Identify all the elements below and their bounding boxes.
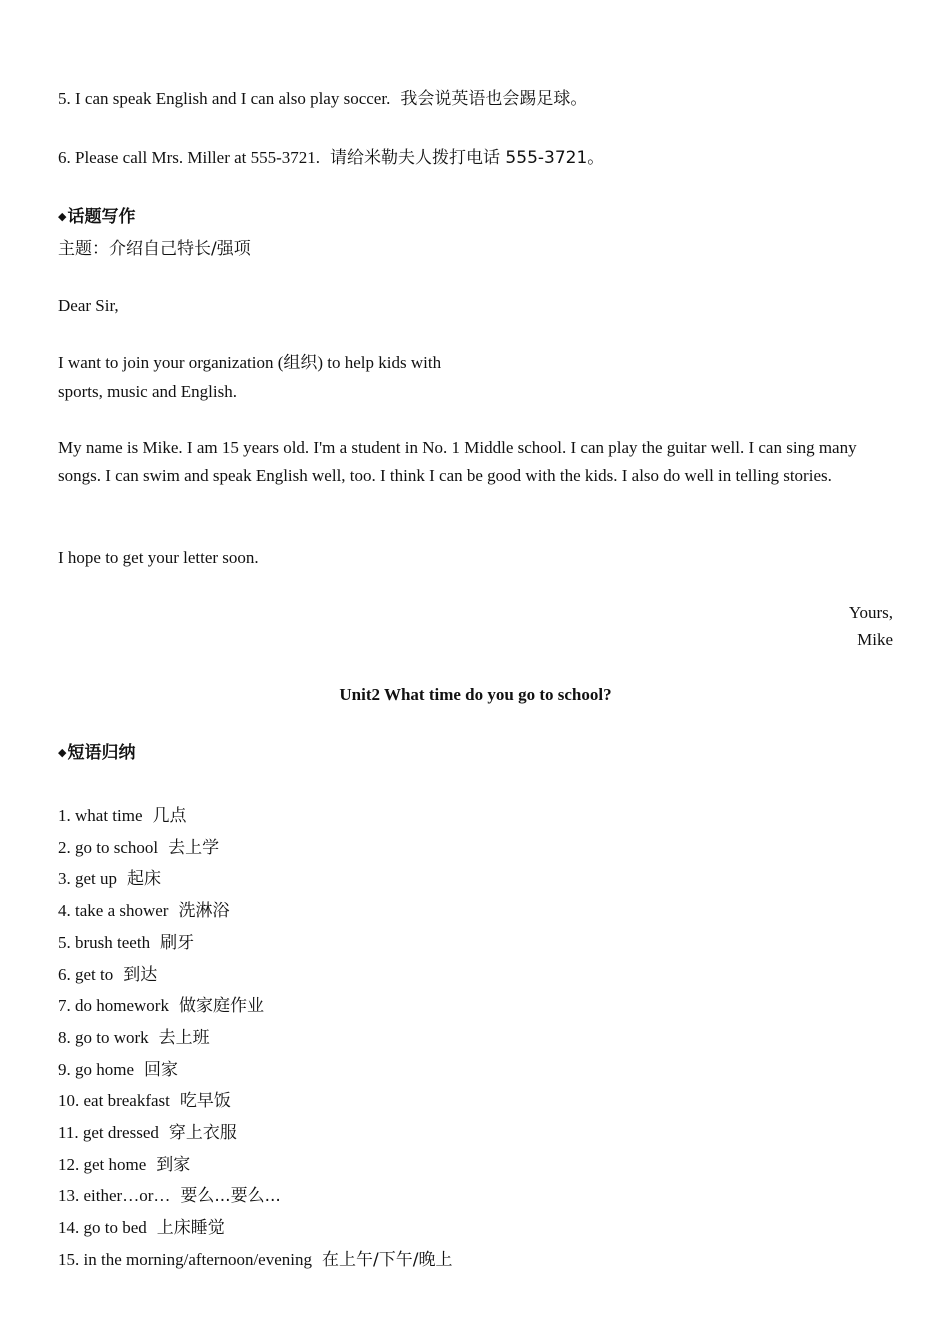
phrase-en: 4. take a shower <box>58 901 169 921</box>
phrase-en: 1. what time <box>58 806 143 825</box>
phrase-item <box>58 805 187 827</box>
writing-heading <box>58 206 135 228</box>
phrase-zh: 几点 <box>152 806 187 826</box>
phrase-en: 10. eat breakfast <box>58 1091 170 1111</box>
phrase-en: 6. get to <box>58 964 114 984</box>
phrase-zh: 在上午/下午/晚上 <box>322 1249 453 1270</box>
phrase-en: 14. go to bed <box>58 1218 147 1238</box>
phrase-zh: 做家庭作业 <box>178 996 264 1017</box>
phrase-zh: 到达 <box>123 964 158 985</box>
intro-zh: 组织 <box>283 353 318 373</box>
phrase-zh: 吃早饭 <box>179 1091 231 1112</box>
sentence-5 <box>58 88 587 110</box>
phrase-zh: 起床 <box>127 869 162 890</box>
letter-intro-line2: sports, music and English. <box>58 382 237 401</box>
phrase-item <box>58 1090 231 1112</box>
phrase-en: 13. either…or… <box>58 1186 171 1206</box>
letter-signoff: Yours, <box>848 603 893 622</box>
phrase-zh: 要么...要么... <box>180 1186 281 1207</box>
phrase-item <box>58 932 194 954</box>
phrase-zh: 到家 <box>156 1154 191 1175</box>
diamond-bullet-icon: ◆ <box>58 210 67 223</box>
intro-en-part2: ) to help kids with <box>317 353 442 372</box>
letter-intro-line1 <box>58 352 441 374</box>
diamond-bullet-icon: ◆ <box>58 746 67 759</box>
sentence-5-zh: 我会说英语也会踢足球。 <box>400 89 588 109</box>
phrase-item <box>58 1185 281 1207</box>
phrases-heading-text: 短语归纳 <box>67 743 136 763</box>
phrase-item <box>58 964 157 986</box>
phrase-item <box>58 1217 225 1239</box>
unit-title: Unit2 What time do you go to school? <box>339 685 612 704</box>
phrase-item <box>58 1059 178 1081</box>
phrase-zh: 洗淋浴 <box>178 901 230 922</box>
letter-body: My name is Mike. I am 15 years old. I'm a student in No. 1 Middle school. I can play the guitar well. I can sing many songs. I can swim and speak English well, too. I think I can be good with the kids. I also do well in telling stories. <box>58 438 857 485</box>
phrase-item <box>58 1154 190 1176</box>
letter-closing: I hope to get your letter soon. <box>58 548 259 567</box>
phrase-zh: 刷牙 <box>160 932 195 953</box>
letter-signature: Mike <box>857 630 893 649</box>
phrase-en: 9. go home <box>58 1059 135 1079</box>
phrase-en: 5. brush teeth <box>58 932 151 952</box>
letter-greeting: Dear Sir, <box>58 296 119 315</box>
phrase-en: 15. in the morning/afternoon/evening <box>58 1249 312 1269</box>
phrase-zh: 回家 <box>144 1059 179 1080</box>
sentence-6-en: 6. Please call Mrs. Miller at 555-3721. <box>58 148 321 167</box>
phrase-zh: 去上班 <box>158 1027 210 1048</box>
phrase-item <box>58 995 264 1017</box>
phrase-zh: 穿上衣服 <box>168 1123 237 1143</box>
phrases-heading <box>58 742 135 764</box>
phrase-en: 12. get home <box>58 1154 147 1174</box>
writing-topic: 主题：介绍自己特长/强项 <box>58 239 251 259</box>
phrase-en: 8. go to work <box>58 1027 149 1047</box>
phrase-en: 3. get up <box>58 869 118 889</box>
phrase-item <box>58 868 161 890</box>
sentence-6-zh: 请给米勒夫人拨打电话 555-3721。 <box>330 148 605 168</box>
sentence-5-en: 5. I can speak English and I can also play soccer. <box>58 89 391 108</box>
phrase-item <box>58 1027 210 1049</box>
phrase-item <box>58 900 229 922</box>
sentence-6 <box>58 147 604 169</box>
phrase-en: 2. go to school <box>58 837 159 857</box>
writing-heading-text: 话题写作 <box>67 207 136 227</box>
phrase-en: 11. get dressed <box>58 1123 159 1142</box>
phrase-zh: 上床睡觉 <box>156 1218 225 1239</box>
phrase-item <box>58 1249 452 1271</box>
phrase-item <box>58 837 219 859</box>
intro-en-part1: I want to join your organization ( <box>58 353 284 372</box>
phrase-item <box>58 1122 237 1144</box>
phrase-zh: 去上学 <box>168 837 220 858</box>
phrase-en: 7. do homework <box>58 996 169 1016</box>
